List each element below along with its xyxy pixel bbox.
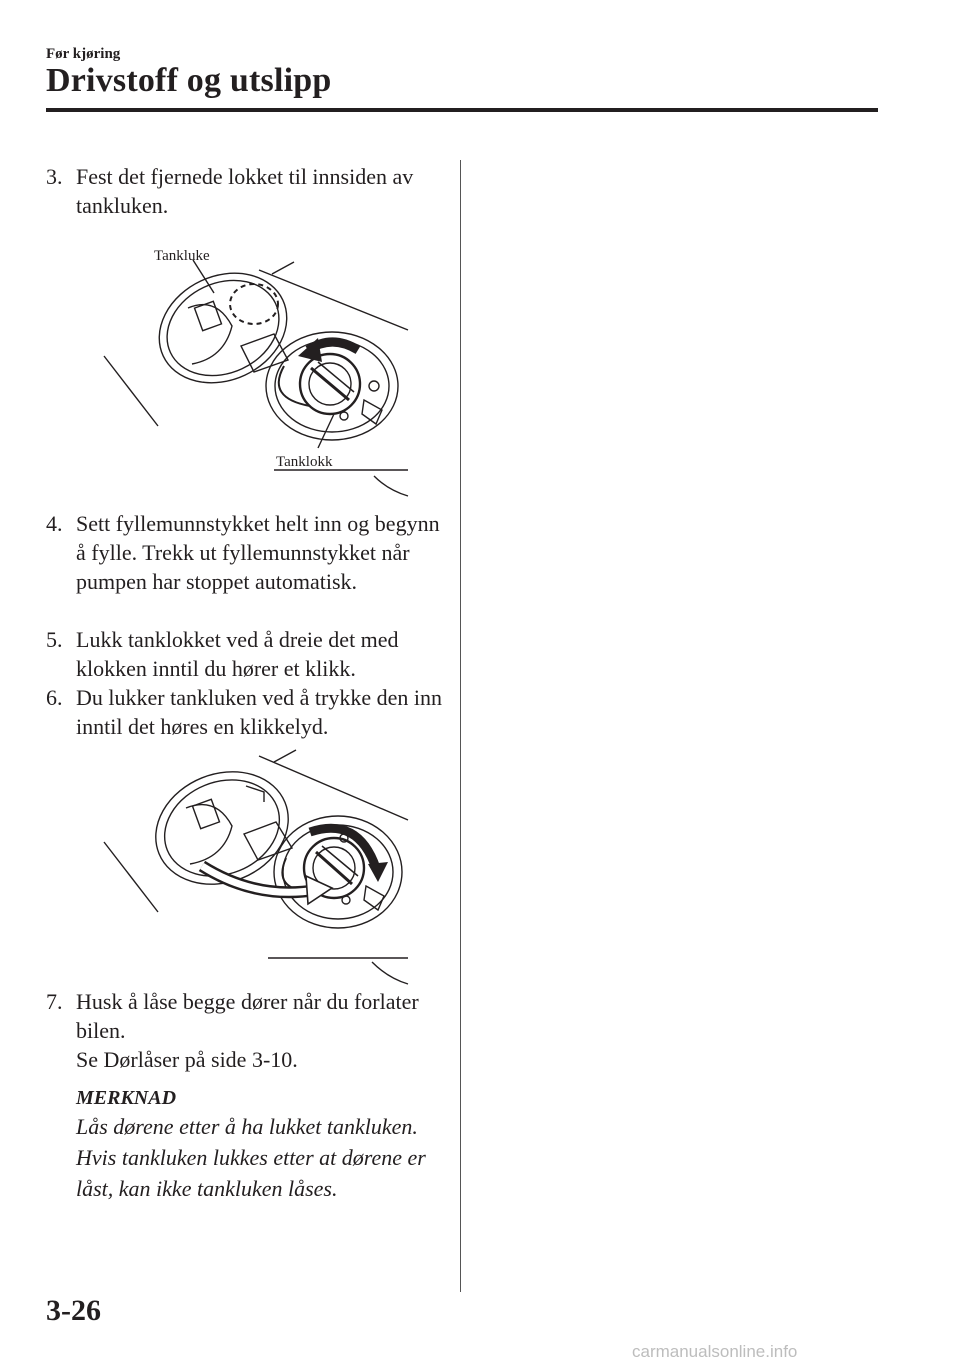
- figure-fuel-door-open: [96, 238, 426, 503]
- step-number: 7.: [46, 989, 63, 1014]
- fuel-door-close-illustration: [96, 740, 426, 990]
- label-tanklokk: Tanklokk: [276, 454, 333, 470]
- step-text: Husk å låse begge dører når du forlater bilen.: [76, 989, 419, 1043]
- step-5: [46, 625, 446, 683]
- note-body: Lås dørene etter å ha lukket tankluken. Hvis tankluken lukkes etter at dørene er låst, kan ikke tankluken låses.: [76, 1114, 426, 1201]
- step-text: Lukk tanklokket ved å dreie det med klokken inntil du hører et klikk.: [76, 627, 399, 681]
- figure-fuel-door-close: [96, 740, 426, 990]
- section-label: Før kjøring: [46, 46, 121, 62]
- step-text: Sett fyllemunnstykket helt inn og begynn å fylle. Trekk ut fyllemunnstykket når pumpen har stoppet automatisk.: [76, 511, 440, 594]
- page-number: 3-26: [46, 1294, 101, 1327]
- column-divider: [460, 160, 461, 1292]
- step-7: [46, 987, 446, 1045]
- step-6: [46, 683, 446, 741]
- page-title: Drivstoff og utslipp: [46, 62, 332, 99]
- step-text: Fest det fjernede lokket til innsiden av tankluken.: [76, 164, 414, 218]
- step-number: 6.: [46, 685, 63, 710]
- step-3: [46, 162, 446, 220]
- note-title: MERKNAD: [76, 1087, 177, 1109]
- step-number: 3.: [46, 164, 63, 189]
- fuel-door-illustration: [96, 238, 426, 503]
- step-number: 4.: [46, 511, 63, 536]
- label-tankluke: Tankluke: [154, 248, 210, 264]
- watermark: carmanualsonline.info: [632, 1342, 798, 1361]
- step-text: Du lukker tankluken ved å trykke den inn inntil det høres en klikkelyd.: [76, 685, 442, 739]
- header-rule: [46, 108, 878, 112]
- step-number: 5.: [46, 627, 63, 652]
- step-4: [46, 509, 446, 596]
- see-reference: Se Dørlåser på side 3-10.: [76, 1047, 298, 1072]
